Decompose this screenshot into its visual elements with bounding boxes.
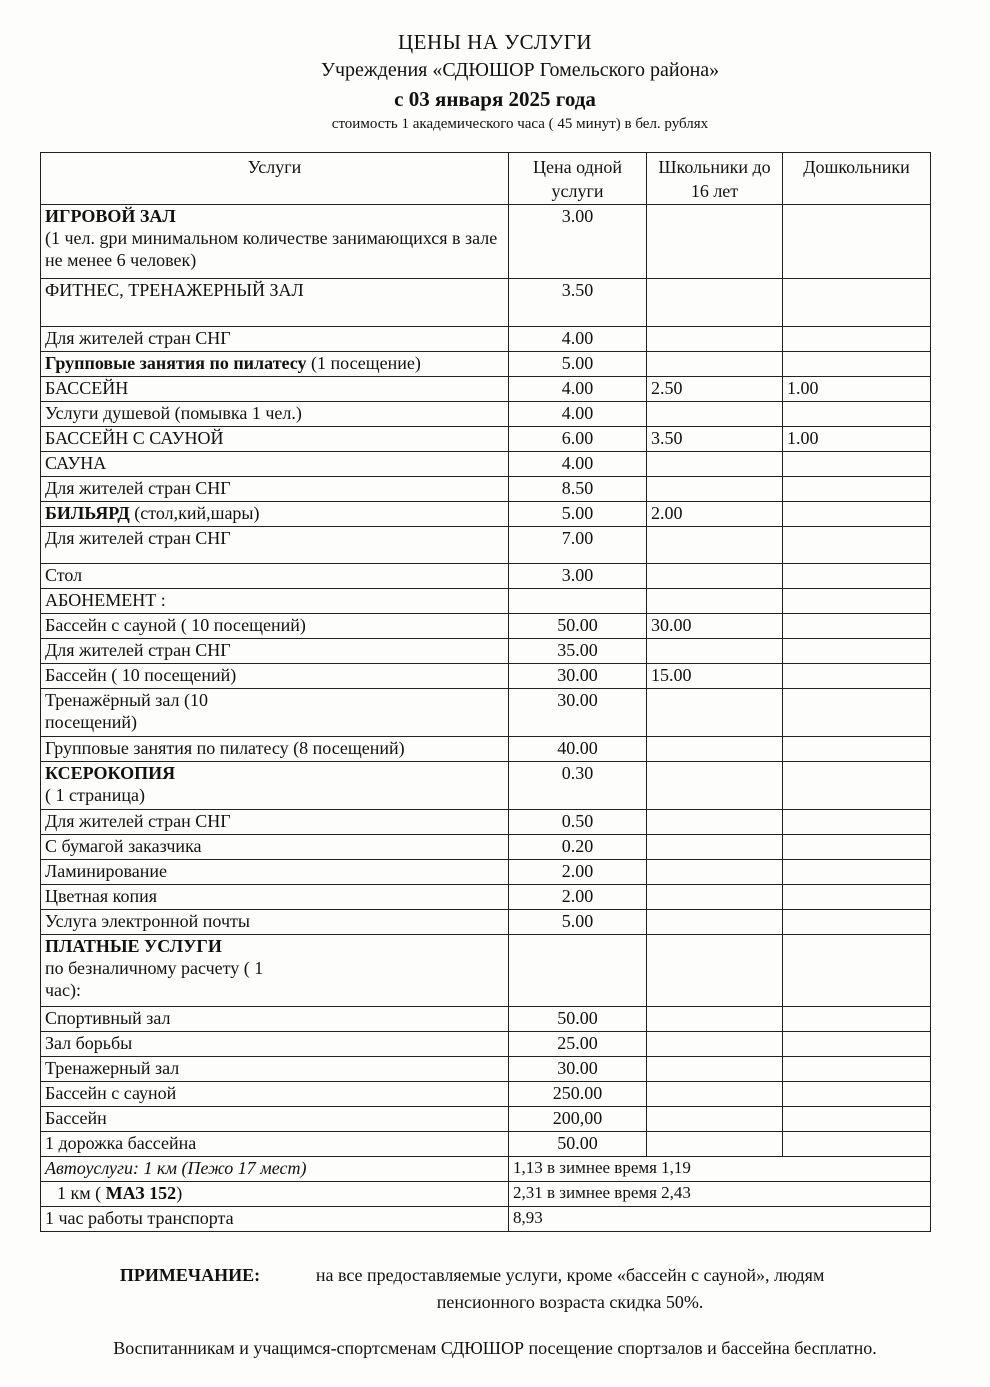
price-cell: 25.00 — [509, 1032, 647, 1057]
price-cell: 200,00 — [509, 1107, 647, 1132]
service-cell: Цветная копия — [41, 885, 509, 910]
price-cell: 3.00 — [509, 205, 647, 279]
table-row — [41, 402, 931, 427]
service-cell: БАССЕЙН С САУНОЙ — [41, 427, 509, 452]
price-cell: 5.00 — [509, 352, 647, 377]
service-title: ПЛАТНЫЕ УСЛУГИ — [45, 936, 222, 956]
table-row — [41, 1132, 931, 1157]
school-price-cell — [647, 327, 783, 352]
table-row — [41, 527, 931, 564]
preschool-price-cell — [783, 1107, 931, 1132]
table-row — [41, 352, 931, 377]
service-cell: Бассейн — [41, 1107, 509, 1132]
preschool-price-cell — [783, 1082, 931, 1107]
school-price-cell — [647, 1057, 783, 1082]
school-price-cell — [647, 402, 783, 427]
table-row — [41, 564, 931, 589]
price-cell: 6.00 — [509, 427, 647, 452]
service-title-prefix: 1 км ( — [57, 1183, 106, 1203]
preschool-price-cell — [783, 664, 931, 689]
table-row — [41, 1207, 931, 1232]
price-cell: 5.00 — [509, 910, 647, 935]
price-cell: 0.20 — [509, 835, 647, 860]
table-row — [41, 860, 931, 885]
preschool-price-cell: 1.00 — [783, 377, 931, 402]
table-header-row — [41, 153, 931, 205]
preschool-price-cell — [783, 527, 931, 564]
service-title: БИЛЬЯРД — [45, 503, 130, 523]
table-row — [41, 502, 931, 527]
table-row — [41, 1007, 931, 1032]
school-price-cell — [647, 1032, 783, 1057]
table-row — [41, 737, 931, 762]
price-cell: 40.00 — [509, 737, 647, 762]
preschool-price-cell — [783, 452, 931, 477]
service-cell: Тренажерный зал — [41, 1057, 509, 1082]
page-title: ЦЕНЫ НА УСЛУГИ — [397, 30, 593, 54]
column-header-price: Цена одной услуги — [509, 153, 647, 205]
price-cell: 30.00 — [509, 664, 647, 689]
service-cell: АБОНЕМЕНТ : — [41, 589, 509, 614]
preschool-price-cell — [783, 689, 931, 737]
school-price-cell — [647, 639, 783, 664]
school-price-cell — [647, 564, 783, 589]
service-cell: Автоуслуги: 1 км (Пежо 17 мест) — [41, 1157, 509, 1182]
service-cell: Бассейн с сауной ( 10 посещений) — [41, 614, 509, 639]
note-pensioner-discount — [0, 1262, 990, 1316]
school-price-cell — [647, 835, 783, 860]
price-cell: 4.00 — [509, 402, 647, 427]
price-cell: 3.50 — [509, 279, 647, 327]
price-cell: 0.50 — [509, 810, 647, 835]
service-cell: Для жителей стран СНГ — [41, 477, 509, 502]
service-cell: 1 час работы транспорта — [41, 1207, 509, 1232]
school-price-cell — [647, 762, 783, 810]
service-cell — [41, 502, 509, 527]
preschool-price-cell — [783, 402, 931, 427]
table-row — [41, 614, 931, 639]
table-row — [41, 1082, 931, 1107]
price-cell: 1,13 в зимнее время 1,19 — [509, 1157, 931, 1182]
preschool-price-cell — [783, 1032, 931, 1057]
price-cell: 2,31 в зимнее время 2,43 — [509, 1182, 931, 1207]
table-row — [41, 452, 931, 477]
price-cell: 8.50 — [509, 477, 647, 502]
preschool-price-cell — [783, 205, 931, 279]
price-cell: 50.00 — [509, 614, 647, 639]
price-cell: 8,93 — [509, 1207, 931, 1232]
price-cell: 5.00 — [509, 502, 647, 527]
price-cell: 35.00 — [509, 639, 647, 664]
table-row — [41, 762, 931, 810]
price-cell: 30.00 — [509, 689, 647, 737]
table-row — [41, 1057, 931, 1082]
table-row — [41, 377, 931, 402]
note-label: ПРИМЕЧАНИЕ: — [119, 1265, 261, 1285]
table-row — [41, 589, 931, 614]
school-price-cell — [647, 477, 783, 502]
service-cell — [41, 1182, 509, 1207]
service-cell: Услуги душевой (помывка 1 чел.) — [41, 402, 509, 427]
table-row — [41, 910, 931, 935]
service-title: МАЗ 152 — [105, 1183, 177, 1203]
price-cell — [509, 935, 647, 1007]
service-cell: Ламинирование — [41, 860, 509, 885]
price-cell: 50.00 — [509, 1132, 647, 1157]
price-cell: 50.00 — [509, 1007, 647, 1032]
service-cell: Тренажёрный зал (10 посещений) — [41, 689, 509, 737]
service-cell: Спортивный зал — [41, 1007, 509, 1032]
service-detail: ( 1 страница) — [45, 785, 145, 805]
preschool-price-cell — [783, 1007, 931, 1032]
table-row — [41, 1107, 931, 1132]
price-table — [40, 152, 931, 1232]
table-row — [41, 835, 931, 860]
column-header-schoolchildren: Школьники до 16 лет — [647, 153, 783, 205]
service-detail: (1 чел. gри минимальном количестве занимающихся в зале не менее 6 человек) — [45, 228, 498, 270]
school-price-cell — [647, 1082, 783, 1107]
preschool-price-cell — [783, 810, 931, 835]
note-free-access — [0, 1335, 990, 1362]
school-price-cell — [647, 810, 783, 835]
preschool-price-cell — [783, 910, 931, 935]
preschool-price-cell — [783, 762, 931, 810]
price-cell: 3.00 — [509, 564, 647, 589]
preschool-price-cell — [783, 737, 931, 762]
price-cell: 4.00 — [509, 452, 647, 477]
school-price-cell: 15.00 — [647, 664, 783, 689]
service-cell — [41, 935, 509, 1007]
service-cell — [41, 352, 509, 377]
table-row — [41, 1182, 931, 1207]
service-cell: БАССЕЙН — [41, 377, 509, 402]
service-detail: (1 посещение) — [311, 353, 421, 373]
service-cell: Зал борьбы — [41, 1032, 509, 1057]
column-header-services: Услуги — [41, 153, 509, 205]
school-price-cell — [647, 860, 783, 885]
service-title-suffix: ) — [176, 1183, 183, 1203]
preschool-price-cell — [783, 477, 931, 502]
price-cell: 250.00 — [509, 1082, 647, 1107]
service-cell: 1 дорожка бассейна — [41, 1132, 509, 1157]
table-row — [41, 664, 931, 689]
school-price-cell — [647, 885, 783, 910]
school-price-cell: 3.50 — [647, 427, 783, 452]
preschool-price-cell — [783, 860, 931, 885]
price-cell — [509, 589, 647, 614]
service-cell — [41, 205, 509, 279]
price-cell: 0.30 — [509, 762, 647, 810]
school-price-cell — [647, 589, 783, 614]
preschool-price-cell — [783, 835, 931, 860]
note-text: Воспитанникам и учащимся-спортсменам СДЮШОР посещение спортзалов и бассейна бесплатно. — [113, 1338, 877, 1358]
table-row — [41, 1032, 931, 1057]
table-row — [41, 279, 931, 327]
price-cell: 2.00 — [509, 885, 647, 910]
effective-date: с 03 января 2025 года — [394, 87, 596, 111]
service-cell: Для жителей стран СНГ — [41, 527, 509, 564]
service-cell: Стол — [41, 564, 509, 589]
school-price-cell — [647, 737, 783, 762]
service-cell: Для жителей стран СНГ — [41, 810, 509, 835]
school-price-cell — [647, 1107, 783, 1132]
preschool-price-cell — [783, 564, 931, 589]
price-cell: 4.00 — [509, 327, 647, 352]
preschool-price-cell: 1.00 — [783, 427, 931, 452]
price-unit-note: стоимость 1 академического часа ( 45 минут) в бел. рублях — [331, 116, 709, 132]
organization-name: Учреждения «СДЮШОР Гомельского района» — [320, 59, 720, 81]
service-detail: по безналичному расчету ( 1 час): — [45, 958, 264, 1000]
table-row — [41, 1157, 931, 1182]
table-row — [41, 885, 931, 910]
price-cell: 7.00 — [509, 527, 647, 564]
preschool-price-cell — [783, 502, 931, 527]
school-price-cell: 2.00 — [647, 502, 783, 527]
note-text: на все предоставляемые услуги, кроме «бассейн с сауной», людям пенсионного возраста скидка 50%. — [315, 1265, 825, 1312]
preschool-price-cell — [783, 885, 931, 910]
preschool-price-cell — [783, 279, 931, 327]
service-cell: Групповые занятия по пилатесу (8 посещений) — [41, 737, 509, 762]
service-cell: Бассейн ( 10 посещений) — [41, 664, 509, 689]
table-row — [41, 935, 931, 1007]
school-price-cell — [647, 1132, 783, 1157]
table-row — [41, 427, 931, 452]
table-row — [41, 689, 931, 737]
price-cell: 30.00 — [509, 1057, 647, 1082]
column-header-preschoolers: Дошкольники — [783, 153, 931, 205]
school-price-cell — [647, 452, 783, 477]
preschool-price-cell — [783, 639, 931, 664]
school-price-cell — [647, 935, 783, 1007]
price-cell: 2.00 — [509, 860, 647, 885]
school-price-cell: 2.50 — [647, 377, 783, 402]
service-cell: Для жителей стран СНГ — [41, 639, 509, 664]
table-row — [41, 327, 931, 352]
table-row — [41, 205, 931, 279]
service-detail: (стол,кий,шары) — [134, 503, 260, 523]
service-cell: С бумагой заказчика — [41, 835, 509, 860]
service-cell: Для жителей стран СНГ — [41, 327, 509, 352]
preschool-price-cell — [783, 614, 931, 639]
school-price-cell — [647, 279, 783, 327]
preschool-price-cell — [783, 1057, 931, 1082]
service-title: ИГРОВОЙ ЗАЛ — [45, 206, 176, 226]
preschool-price-cell — [783, 327, 931, 352]
preschool-price-cell — [783, 1132, 931, 1157]
table-row — [41, 810, 931, 835]
preschool-price-cell — [783, 935, 931, 1007]
school-price-cell — [647, 689, 783, 737]
service-cell — [41, 762, 509, 810]
service-cell: Бассейн с сауной — [41, 1082, 509, 1107]
service-cell: ФИТНЕС, ТРЕНАЖЕРНЫЙ ЗАЛ — [41, 279, 509, 327]
table-row — [41, 477, 931, 502]
school-price-cell — [647, 205, 783, 279]
service-title: КСЕРОКОПИЯ — [45, 763, 176, 783]
school-price-cell — [647, 910, 783, 935]
school-price-cell: 30.00 — [647, 614, 783, 639]
service-cell: САУНА — [41, 452, 509, 477]
price-cell: 4.00 — [509, 377, 647, 402]
preschool-price-cell — [783, 589, 931, 614]
table-row — [41, 639, 931, 664]
service-cell: Услуга электронной почты — [41, 910, 509, 935]
service-title: Групповые занятия по пилатесу — [45, 353, 307, 373]
school-price-cell — [647, 1007, 783, 1032]
school-price-cell — [647, 527, 783, 564]
preschool-price-cell — [783, 352, 931, 377]
school-price-cell — [647, 352, 783, 377]
